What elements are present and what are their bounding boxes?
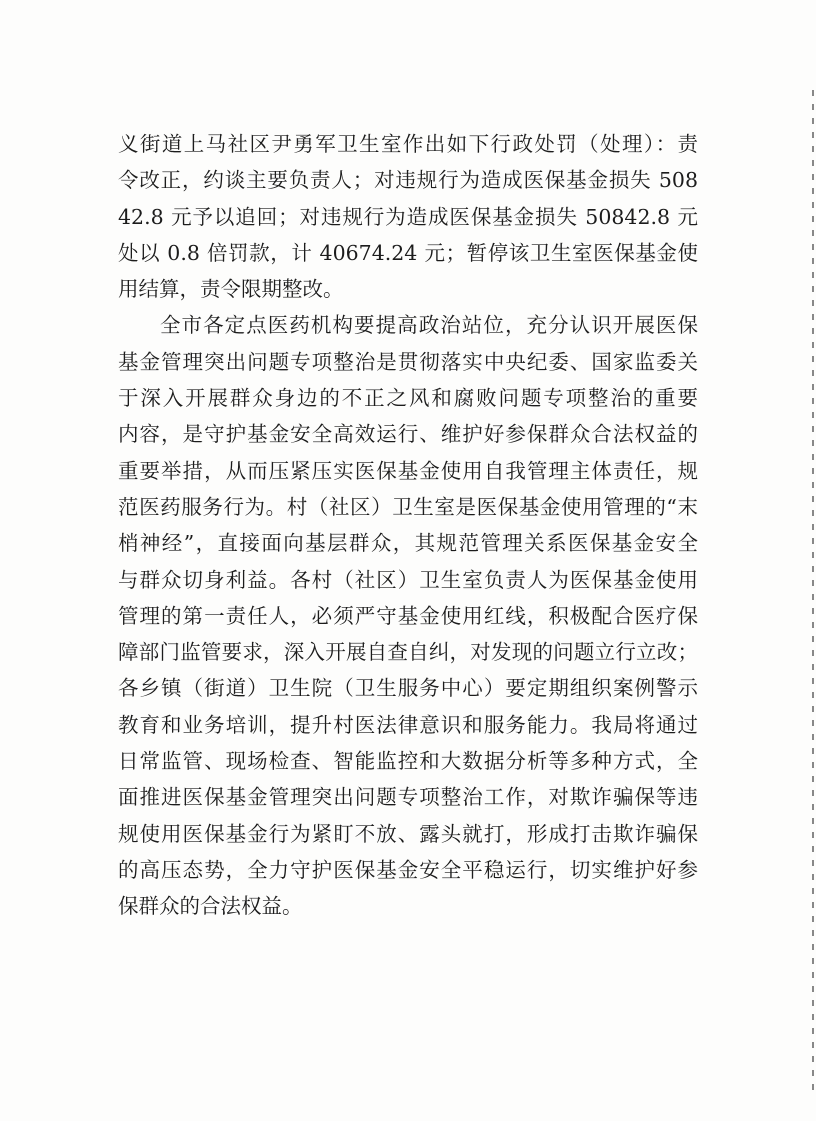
paragraph-2-line: 面推进医保基金管理突出问题专项整治工作，对欺诈骗保等违 bbox=[118, 785, 698, 810]
document-body bbox=[118, 126, 698, 925]
paragraph-2-line: 于深入开展群众身边的不正之风和腐败问题专项整治的重要 bbox=[118, 386, 698, 411]
paragraph-2-line: 内容，是守护基金安全高效运行、维护好参保群众合法权益的 bbox=[118, 422, 698, 447]
paragraph-2-line: 范医药服务行为。村（社区）卫生室是医保基金使用管理的“末 bbox=[118, 494, 698, 519]
paragraph-1-line: 用结算，责令限期整改。 bbox=[118, 277, 344, 302]
paragraph-2-line: 保群众的合法权益。 bbox=[118, 894, 303, 919]
paragraph-2-line: 各乡镇（街道）卫生院（卫生服务中心）要定期组织案例警示 bbox=[118, 676, 698, 701]
paragraph-2-line: 重要举措，从而压紧压实医保基金使用自我管理主体责任，规 bbox=[118, 458, 698, 483]
paragraph-1-line: 处以 0.8 倍罚款，计 40674.24 元；暂停该卫生室医保基金使 bbox=[118, 240, 698, 265]
paragraph-2-line: 梢神经”，直接面向基层群众，其规范管理关系医保基金安全 bbox=[118, 531, 698, 556]
paragraph-2-line: 规使用医保基金行为紧盯不放、露头就打，形成打击欺诈骗保 bbox=[118, 821, 698, 846]
binding-edge-mark bbox=[812, 90, 814, 1090]
paragraph-2-line: 全市各定点医药机构要提高政治站位，充分认识开展医保 bbox=[160, 313, 698, 338]
paragraph-2-line: 基金管理突出问题专项整治是贯彻落实中央纪委、国家监委关 bbox=[118, 349, 698, 374]
paragraph-2-line: 障部门监管要求，深入开展自查自纠，对发现的问题立行立改； bbox=[118, 640, 698, 665]
paragraph-2-line: 的高压态势，全力守护医保基金安全平稳运行，切实维护好参 bbox=[118, 857, 698, 882]
paragraph-1-line: 令改正，约谈主要负责人；对违规行为造成医保基金损失 508 bbox=[118, 168, 698, 193]
paragraph-2-line: 与群众切身利益。各村（社区）卫生室负责人为医保基金使用 bbox=[118, 567, 698, 592]
paragraph-1-line: 义街道上马社区尹勇军卫生室作出如下行政处罚（处理）：责 bbox=[118, 132, 698, 156]
paragraph-2-line: 教育和业务培训，提升村医法律意识和服务能力。我局将通过 bbox=[118, 712, 698, 737]
paragraph-1-line: 42.8 元予以追回；对违规行为造成医保基金损失 50842.8 元 bbox=[118, 204, 698, 229]
paragraph-2-line: 管理的第一责任人，必须严守基金使用红线，积极配合医疗保 bbox=[118, 603, 698, 628]
paragraph-2-line: 日常监管、现场检查、智能监控和大数据分析等多种方式，全 bbox=[118, 749, 698, 774]
